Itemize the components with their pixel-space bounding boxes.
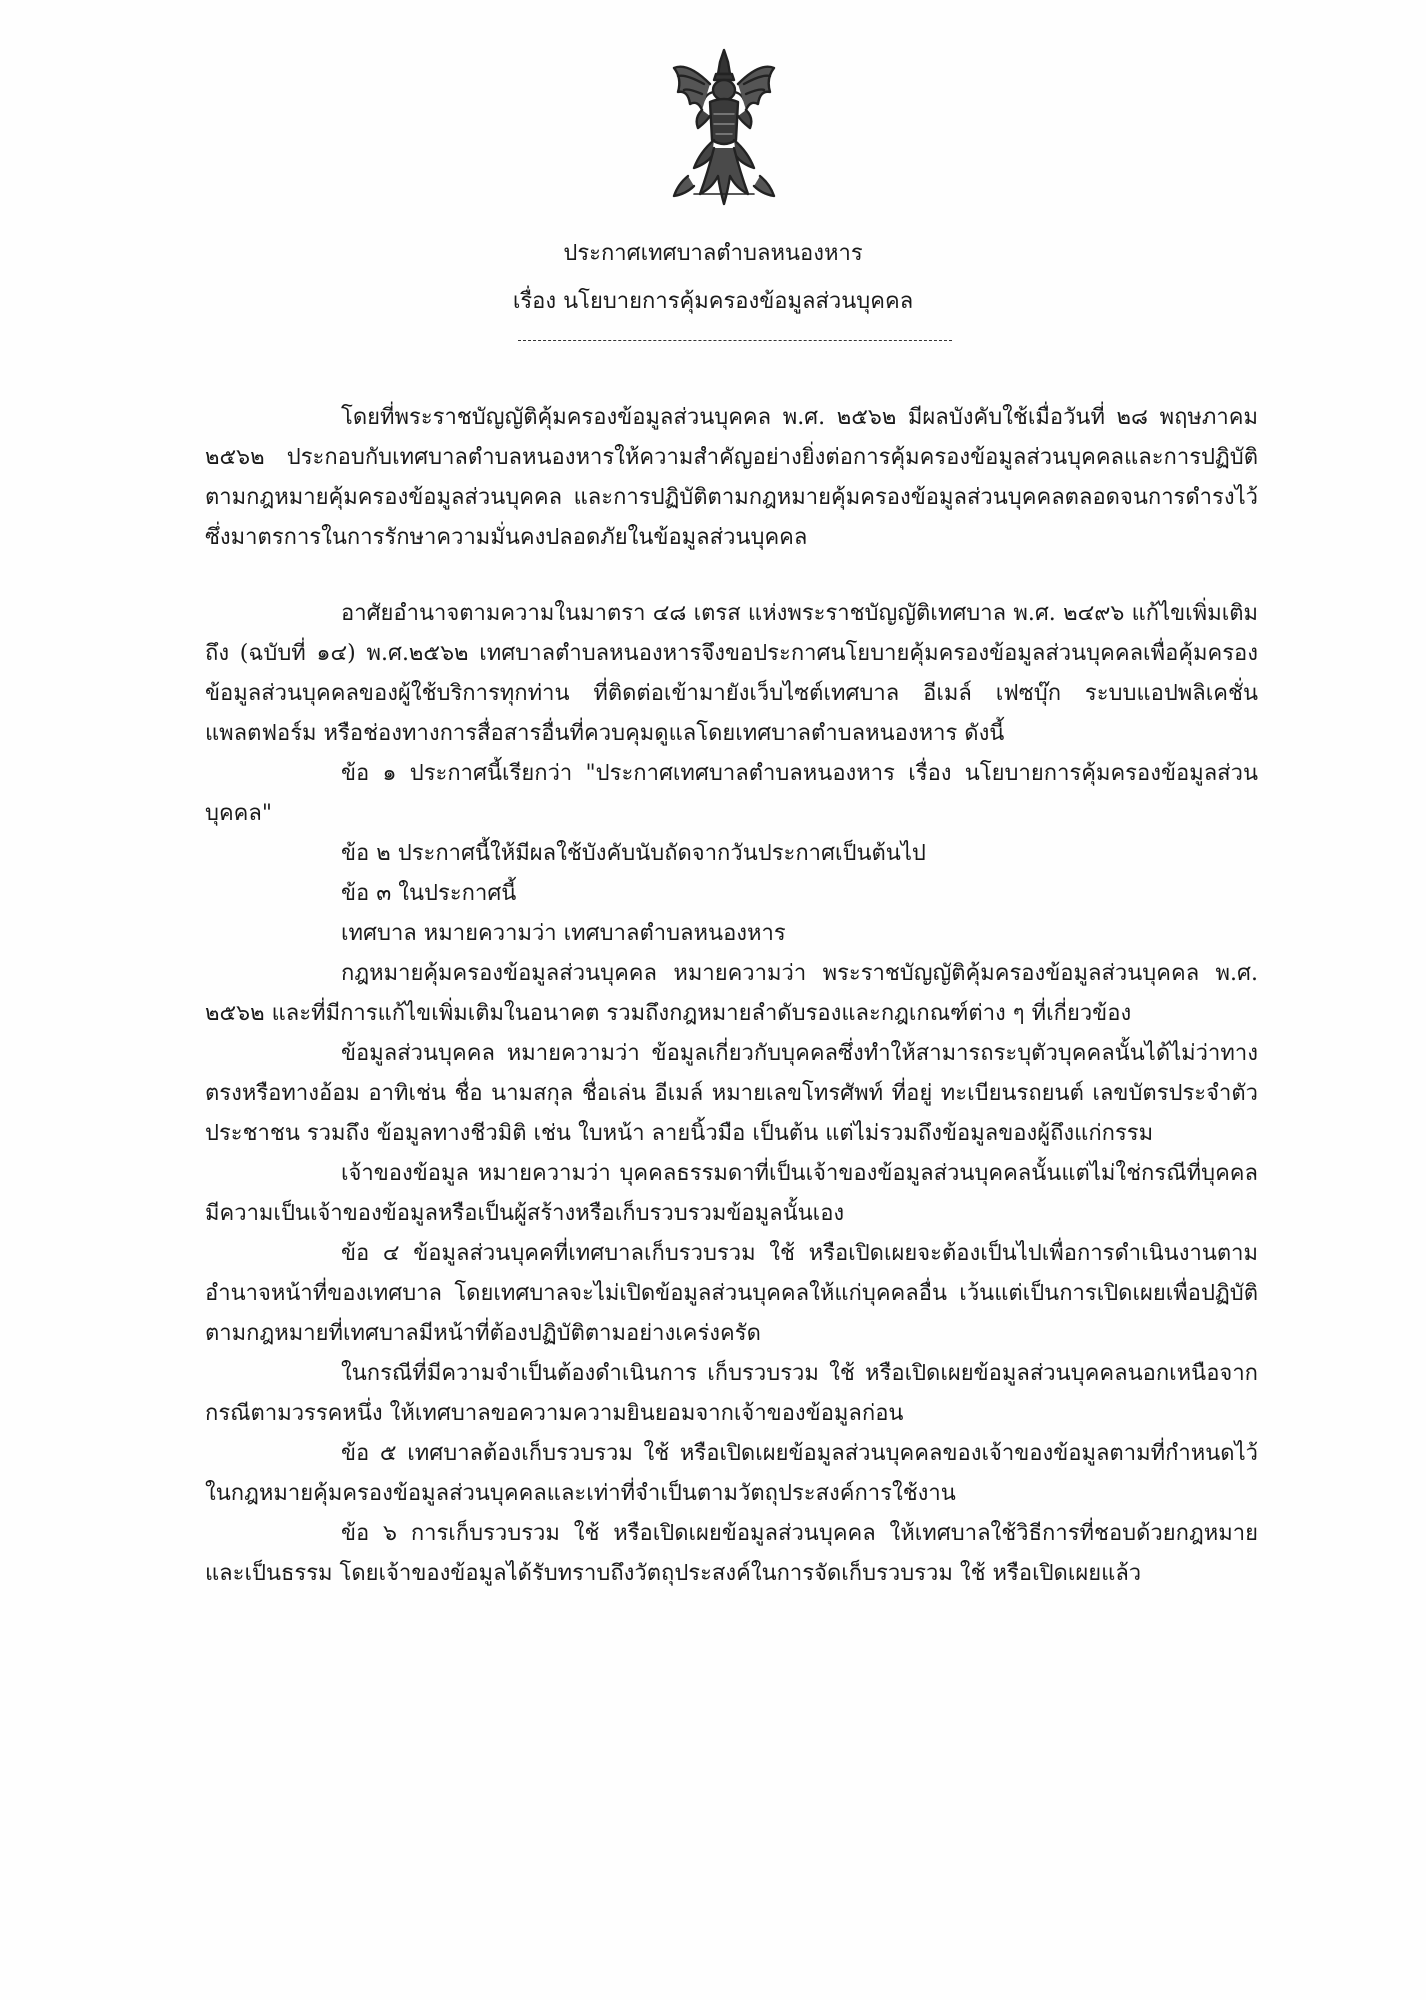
paragraph-clause-3: ข้อ ๓ ในประกาศนี้ [341,881,517,906]
document-body [205,398,1258,1594]
paragraph-clause-2: ข้อ ๒ ประกาศนี้ให้มีผลใช้บังคับนับถัดจากวันประกาศเป็นต้นไป [341,841,926,866]
announcement-title: ประกาศเทศบาลตำบลหนองหาร [563,241,863,266]
paragraph-definition-law: กฎหมายคุ้มครองข้อมูลส่วนบุคคล หมายความว่า พระราชบัญญัติคุ้มครองข้อมูลส่วนบุคคล พ.ศ. ๒๕๖๒ และที่มีการแก้ไขเพิ่มเติมในอนาคต รวมถึงกฎหมายลำดับรองและกฎเกณฑ์ต่าง ๆ ที่เกี่ยวข้อง [205,961,1258,1026]
paragraph-clause-6: ข้อ ๖ การเก็บรวบรวม ใช้ หรือเปิดเผยข้อมูลส่วนบุคคล ให้เทศบาลใช้วิธีการที่ชอบด้วยกฎหมายและเป็นธรรม โดยเจ้าของข้อมูลได้รับทราบถึงวัตถุประสงค์ในการจัดเก็บรวบรวม ใช้ หรือเปิดเผยแล้ว [205,1521,1258,1586]
paragraph-clause-1: ข้อ ๑ ประกาศนี้เรียกว่า "ประกาศเทศบาลตำบลหนองหาร เรื่อง นโยบายการคุ้มครองข้อมูลส่วนบุคคล" [205,761,1258,826]
header-divider [518,340,952,341]
paragraph-clause-4: ข้อ ๔ ข้อมูลส่วนบุคคที่เทศบาลเก็บรวบรวม ใช้ หรือเปิดเผยจะต้องเป็นไปเพื่อการดำเนินงานตามอำนาจหน้าที่ของเทศบาล โดยเทศบาลจะไม่เปิดข้อมูลส่วนบุคคลให้แก่บุคคลอื่น เว้นแต่เป็นการเปิดเผยเพื่อปฏิบัติตามกฎหมายที่เทศบาลมีหน้าที่ต้องปฏิบัติตามอย่างเคร่งครัด [205,1241,1258,1346]
paragraph-definition-municipality: เทศบาล หมายความว่า เทศบาลตำบลหนองหาร [341,921,786,946]
paragraph-authority: อาศัยอำนาจตามความในมาตรา ๔๘ เตรส แห่งพระราชบัญญัติเทศบาล พ.ศ. ๒๔๙๖ แก้ไขเพิ่มเติมถึง (ฉบับที่ ๑๔) พ.ศ.๒๕๖๒ เทศบาลตำบลหนองหารจึงขอประกาศนโยบายคุ้มครองข้อมูลส่วนบุคคลเพื่อคุ้มครองข้อมูลส่วนบุคคลของผู้ใช้บริการทุกท่าน ที่ติดต่อเข้ามายังเว็บไซต์เทศบาล อีเมล์ เฟซบุ๊ก ระบบแอปพลิเคชั่น แพลตฟอร์ม หรือช่องทางการสื่อสารอื่นที่ควบคุมดูแลโดยเทศบาลตำบลหนองหาร ดังนี้ [205,601,1258,746]
garuda-emblem-icon [664,44,784,212]
paragraph-clause-4-consent: ในกรณีที่มีความจำเป็นต้องดำเนินการ เก็บรวบรวม ใช้ หรือเปิดเผยข้อมูลส่วนบุคคลนอกเหนือจากกรณีตามวรรคหนึ่ง ให้เทศบาลขอความความยินยอมจากเจ้าของข้อมูลก่อน [205,1361,1258,1426]
paragraph-preamble: โดยที่พระราชบัญญัติคุ้มครองข้อมูลส่วนบุคคล พ.ศ. ๒๕๖๒ มีผลบังคับใช้เมื่อวันที่ ๒๘ พฤษภาคม ๒๕๖๒ ประกอบกับเทศบาลตำบลหนองหารให้ความสำคัญอย่างยิ่งต่อการคุ้มครองข้อมูลส่วนบุคคลและการปฏิบัติตามกฎหมายคุ้มครองข้อมูลส่วนบุคคล และการปฏิบัติตามกฎหมายคุ้มครองข้อมูลส่วนบุคคลตลอดจนการดำรงไว้ซึ่งมาตรการในการรักษาความมั่นคงปลอดภัยในข้อมูลส่วนบุคคล [205,405,1258,550]
paragraph-definition-data-owner: เจ้าของข้อมูล หมายความว่า บุคคลธรรมดาที่เป็นเจ้าของข้อมูลส่วนบุคคลนั้นแต่ไม่ใช่กรณีที่บุคคลมีความเป็นเจ้าของข้อมูลหรือเป็นผู้สร้างหรือเก็บรวบรวมข้อมูลนั้นเอง [205,1161,1258,1226]
paragraph-definition-personal-data: ข้อมูลส่วนบุคคล หมายความว่า ข้อมูลเกี่ยวกับบุคคลซึ่งทำให้สามารถระบุตัวบุคคลนั้นได้ไม่ว่าทางตรงหรือทางอ้อม อาทิเช่น ชื่อ นามสกุล ชื่อเล่น อีเมล์ หมายเลขโทรศัพท์ ที่อยู่ ทะเบียนรถยนต์ เลขบัตรประจำตัวประชาชน รวมถึง ข้อมูลทางชีวมิติ เช่น ใบหน้า ลายนิ้วมือ เป็นต้น แต่ไม่รวมถึงข้อมูลของผู้ถึงแก่กรรม [205,1041,1258,1146]
announcement-subject: เรื่อง นโยบายการคุ้มครองข้อมูลส่วนบุคคล [512,289,914,314]
paragraph-clause-5: ข้อ ๕ เทศบาลต้องเก็บรวบรวม ใช้ หรือเปิดเผยข้อมูลส่วนบุคคลของเจ้าของข้อมูลตามที่กำหนดไว้ในกฎหมายคุ้มครองข้อมูลส่วนบุคคลและเท่าที่จำเป็นตามวัตถุประสงค์การใช้งาน [205,1441,1258,1506]
